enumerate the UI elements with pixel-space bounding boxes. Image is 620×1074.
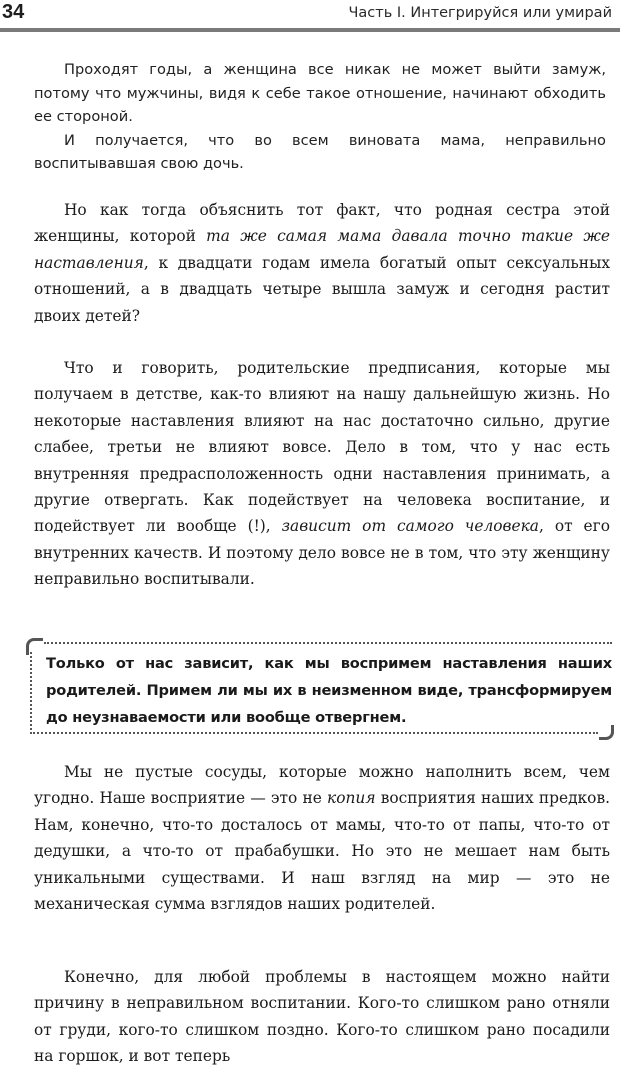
epigraph-paragraph-1: Проходят годы, а женщина все никак не может выйти замуж, потому что мужчины, видя к себе такое отношение, начинают обходить ее стороной. bbox=[34, 61, 606, 125]
body-paragraph-2 bbox=[34, 355, 610, 593]
callout-text: Только от нас зависит, как мы воспримем наставления наших родителей. Примем ли мы их в неизменном виде, трансформируем до неузнаваемости или вообще отвергнем. bbox=[46, 655, 612, 726]
paragraph-text: Но как тогда объяснить тот факт, что родная сестра этой женщины, которой bbox=[34, 201, 610, 246]
running-head: Часть I. Интегрируйся или умирай bbox=[348, 5, 612, 21]
paragraph-text: восприятия наших предков. Нам, конечно, что-то досталось от мамы, что-то от папы, что-то от дедушки, а что-то от прабабушки. Но это не мешает нам быть уникальными существами. И наш взгляд на мир — это не механическая сумма взглядов наших родителей. bbox=[34, 789, 610, 914]
paragraph-text: Мы не пустые сосуды, которые можно наполнить всем, чем угодно. Наше восприятие — это не bbox=[34, 763, 610, 808]
body-paragraph-4 bbox=[34, 964, 610, 1070]
paragraph-text: , к двадцати годам имела богатый опыт сексуальных отношений, а в двадцать четыре вышла замуж и сегодня растит двоих детей? bbox=[34, 253, 610, 325]
callout-border-bottom bbox=[30, 732, 598, 734]
italic-emphasis: зависит от самого человека bbox=[281, 517, 539, 536]
callout-border-top bbox=[44, 642, 612, 644]
body-paragraph-3 bbox=[34, 759, 610, 917]
callout-box bbox=[30, 640, 612, 738]
callout-corner-hook-icon bbox=[26, 638, 43, 655]
epigraph-block bbox=[34, 58, 606, 176]
paragraph-text: Конечно, для любой проблемы в настоящем можно найти причину в неправильном воспитании. Кого-то слишком рано отняли от груди, кого-то слишком поздно. Кого-то слишком рано посадили на горшок, и вот теперь bbox=[34, 968, 610, 1066]
page-number: 34 bbox=[2, 1, 25, 23]
paragraph-text: , от его внутренних качеств. И поэтому дело вовсе не в том, что эту женщину неправильно воспитывали. bbox=[34, 517, 610, 589]
epigraph-paragraph-2: И получается, что во всем виновата мама, неправильно воспитывавшая свою дочь. bbox=[34, 131, 606, 172]
italic-emphasis: копия bbox=[327, 789, 376, 808]
paragraph-text: Что и говорить, родительские предписания, которые мы получаем в детстве, как-то влияют на нашу дальнейшую жизнь. Но некоторые наставления влияют на нас достаточно сильно, другие слабее, третьи не влияют вовсе. Дело в том, что у нас есть внутренняя предрасположенность одни наставления принимать, а другие отвергать. Как подействует на человека воспитание, и подействует ли вообще (!), bbox=[34, 359, 610, 536]
header-rule bbox=[0, 28, 620, 32]
italic-emphasis: та же самая мама давала точно такие же наставления bbox=[34, 227, 610, 272]
page-header bbox=[0, 0, 620, 34]
callout-border-left bbox=[30, 652, 32, 734]
body-paragraph-1 bbox=[34, 197, 610, 329]
